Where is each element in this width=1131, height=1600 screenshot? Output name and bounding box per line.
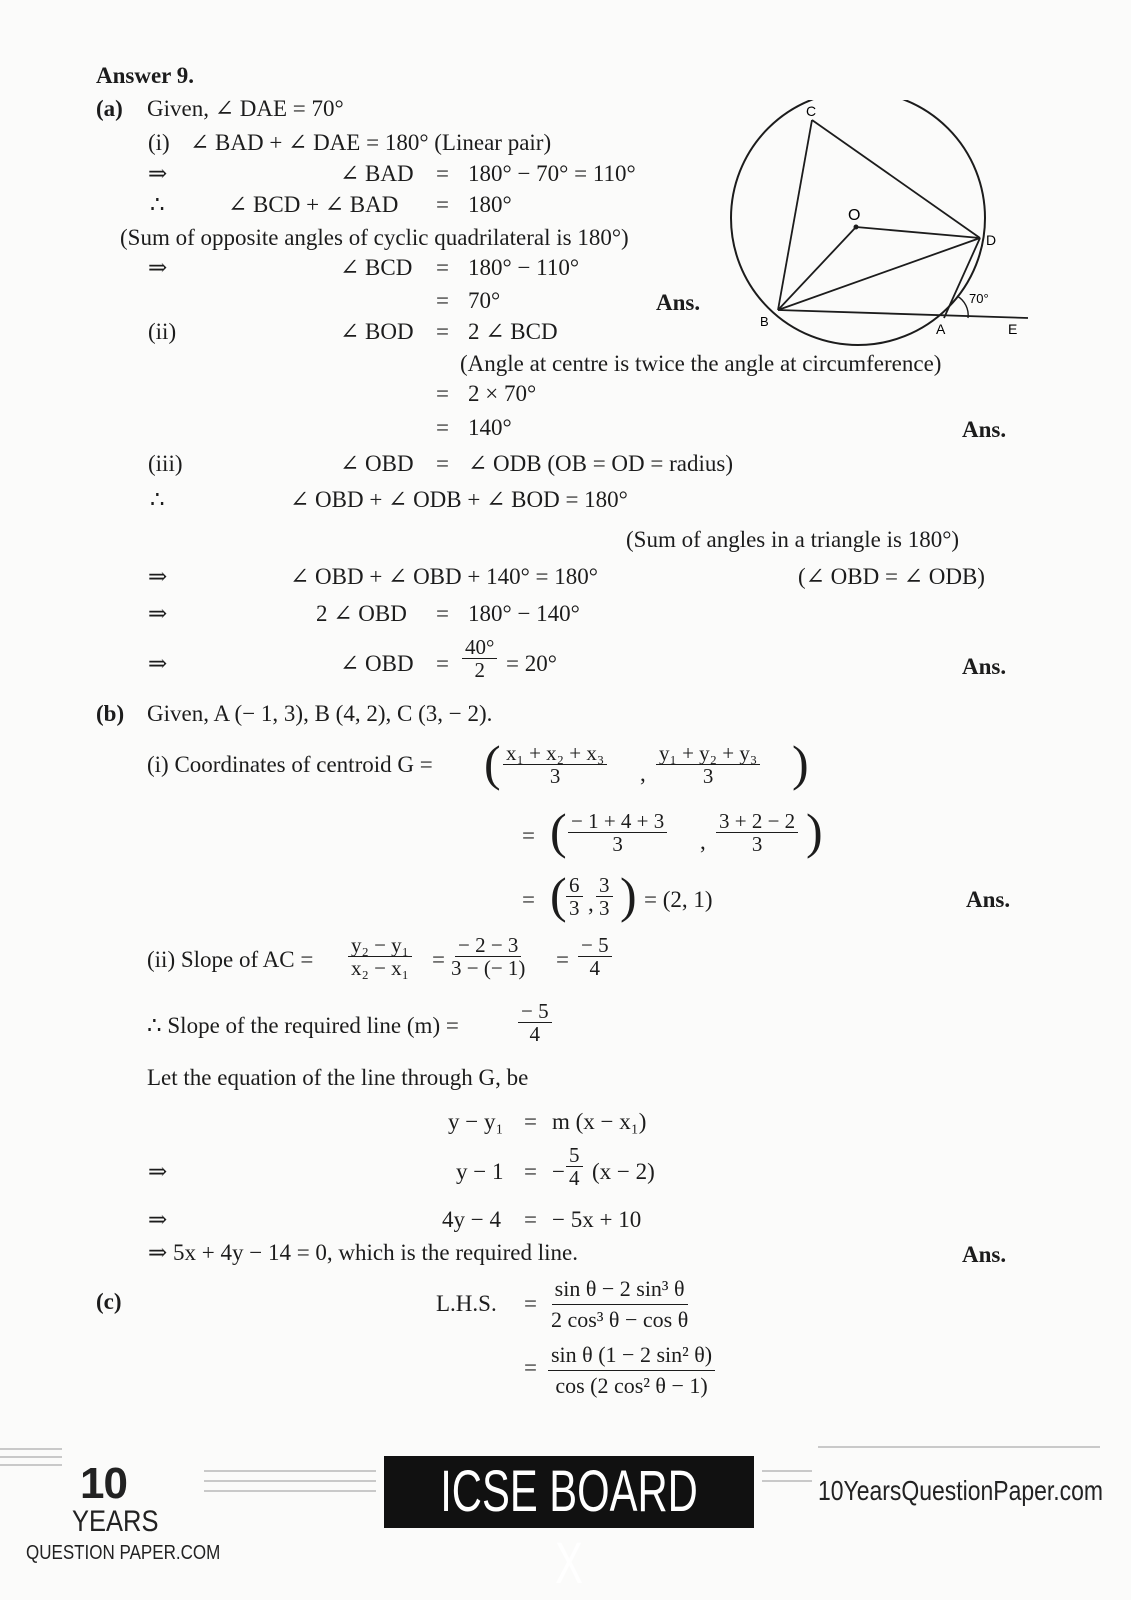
equals-symbol: = [436, 288, 449, 313]
part-a-i-line2-rhs: 180° − 70° = 110° [468, 161, 636, 186]
implies-symbol: ⇒ [148, 564, 168, 589]
part-a-given: Given, ∠ DAE = 70° [147, 96, 344, 121]
part-a-iii-label: (iii) [148, 451, 183, 476]
fraction-numerator: 40° [462, 636, 497, 659]
equals-symbol: = [436, 192, 449, 217]
part-a-i-line1: ∠ BAD + ∠ DAE = 180° (Linear pair) [190, 130, 552, 155]
centre-dot [854, 225, 859, 230]
fraction-40-over-2 [462, 636, 497, 681]
comma: , [640, 761, 646, 786]
line-be [778, 310, 1028, 318]
part-c-label: (c) [96, 1289, 122, 1314]
fraction-numerator: x₁ + x₂ + x₃ [503, 742, 607, 765]
line-bo [778, 227, 856, 310]
ans-label: Ans. [962, 1242, 1007, 1267]
part-a-ii-line3-rhs: 140° [468, 415, 512, 440]
part-a-i-line4-lhs: ∠ BCD [340, 255, 413, 280]
part-a-iii-line1-lhs: ∠ OBD [340, 451, 414, 476]
part-a-i-reason: (Sum of opposite angles of cyclic quadrilateral is 180°) [120, 225, 629, 250]
site-url: 10YearsQuestionPaper.com [818, 1475, 1104, 1506]
line-od [856, 227, 980, 238]
fraction-lhs-factored [548, 1340, 715, 1401]
eq3-lhs: 4y − 4 [442, 1207, 501, 1232]
fraction-numerator: − 1 + 4 + 3 [568, 810, 667, 833]
fraction-numerator: − 5 [578, 934, 612, 957]
part-a-i-line5-rhs: 70° [468, 288, 501, 313]
eq1-rhs: m (x − x₁) [552, 1109, 647, 1134]
comma: , [700, 829, 706, 854]
cyclic-quadrilateral-diagram [728, 100, 1038, 350]
fraction-denominator: 4 [569, 1166, 580, 1190]
fraction-numerator: sin θ − 2 sin³ θ [552, 1274, 688, 1305]
therefore-symbol: ∴ [150, 192, 165, 217]
part-a-iii-line1-rhs: ∠ ODB (OB = OD = radius) [468, 451, 733, 476]
equals-symbol: = [524, 1291, 537, 1316]
footer-rule [204, 1470, 376, 1472]
fraction-5-over-4 [566, 1144, 583, 1189]
equals-symbol: = [524, 1109, 537, 1134]
fraction-denominator: 3 [612, 832, 623, 856]
fraction-slope-formula [348, 934, 412, 979]
footer-rule [0, 1464, 62, 1466]
eq2-rhs: (x − 2) [592, 1159, 655, 1184]
part-a-i-line3-rhs: 180° [468, 192, 512, 217]
fraction-numerator: y₂ − y₁ [348, 934, 412, 957]
eq2-lhs: y − 1 [456, 1159, 504, 1184]
fraction-6-over-3 [566, 874, 583, 919]
part-b-ii-text: (ii) Slope of AC = [147, 947, 314, 972]
label-a: A [936, 321, 946, 337]
fraction-numerator: − 5 [518, 1000, 552, 1023]
fraction-denominator: 3 [569, 896, 580, 920]
fraction-slope-values [448, 934, 528, 979]
ans-label: Ans. [656, 290, 701, 315]
part-b-label: (b) [96, 701, 125, 726]
board-text: ICSE BOARD X [440, 1459, 698, 1596]
footer-rule [818, 1446, 1100, 1448]
fraction-denominator: cos (2 cos² θ − 1) [555, 1373, 708, 1398]
implies-symbol: ⇒ [148, 161, 168, 186]
part-a-iii-result: = 20° [506, 651, 557, 676]
equals-symbol: = [522, 887, 535, 912]
fraction-denominator: 2 [474, 658, 485, 682]
angle-label: 70° [969, 291, 989, 306]
label-b: B [760, 314, 769, 329]
fraction-numerator: 3 [596, 874, 613, 897]
final-line: ⇒ 5x + 4y − 14 = 0, which is the required line. [148, 1240, 578, 1265]
footer-rule [762, 1470, 812, 1472]
board-banner [384, 1456, 754, 1596]
paren-close: ) [620, 867, 637, 923]
equals-symbol: = [432, 947, 445, 972]
part-b-i-text: (i) Coordinates of centroid G = [147, 752, 433, 777]
part-a-label: (a) [96, 96, 123, 121]
fraction-denominator: 3 [751, 832, 763, 856]
fraction-denominator: 3 − (− 1) [451, 956, 526, 980]
equals-symbol: = [522, 823, 535, 848]
fraction-numerator: 5 [566, 1144, 583, 1167]
part-a-iii-line4-lhs: 2 ∠ OBD [316, 601, 407, 626]
fraction-denominator: 2 cos³ θ − cos θ [551, 1307, 689, 1332]
therefore-symbol: ∴ [150, 487, 165, 512]
fraction-denominator: 3 [702, 764, 714, 788]
equals-symbol: = [436, 601, 449, 626]
part-a-iii-reason: (Sum of angles in a triangle is 180°) [626, 527, 960, 552]
ans-label: Ans. [962, 417, 1007, 442]
implies-symbol: ⇒ [148, 651, 168, 676]
fraction-m [518, 1000, 552, 1045]
equals-symbol: = [524, 1207, 537, 1232]
part-a-i-line3-lhs: ∠ BCD + ∠ BAD [228, 192, 399, 217]
centroid-result: = (2, 1) [644, 887, 713, 912]
line-cb [778, 120, 812, 310]
fraction-slope-result [578, 934, 612, 979]
equals-symbol: = [524, 1159, 537, 1184]
equals-symbol: = [436, 255, 449, 280]
fraction-y-values [716, 810, 798, 855]
part-a-iii-line4-rhs: 180° − 140° [468, 601, 580, 626]
part-a-ii-label: (ii) [148, 319, 177, 344]
paren-open: ( [550, 867, 567, 923]
part-a-ii-line2-rhs: 2 × 70° [468, 381, 537, 406]
part-a-i-label: (i) [148, 130, 170, 155]
fraction-denominator: 4 [589, 956, 601, 980]
line-bd [778, 238, 980, 310]
part-a-ii-reason: (Angle at centre is twice the angle at circumference) [460, 351, 942, 376]
label-o: O [848, 207, 861, 224]
part-b-given: Given, A (− 1, 3), B (4, 2), C (3, − 2). [147, 701, 493, 726]
part-a-iii-line2: ∠ OBD + ∠ ODB + ∠ BOD = 180° [290, 487, 628, 512]
fraction-numerator: 3 + 2 − 2 [716, 810, 798, 833]
line-cd [812, 120, 980, 238]
paren-open: ( [484, 735, 501, 791]
fraction-x-values [568, 810, 667, 855]
paren-close: ) [806, 803, 823, 859]
footer-rule [762, 1480, 812, 1482]
fraction-denominator: 3 [549, 764, 561, 788]
part-a-iii-line3-note: (∠ OBD = ∠ ODB) [798, 564, 985, 589]
logo-years: YEARS [72, 1505, 159, 1538]
fraction-numerator: sin θ (1 − 2 sin² θ) [548, 1340, 715, 1371]
eq2-minus: − [552, 1159, 565, 1184]
angle-arc [957, 296, 968, 318]
label-d: D [986, 232, 997, 248]
implies-symbol: ⇒ [148, 255, 168, 280]
eq3-rhs: − 5x + 10 [552, 1207, 642, 1232]
part-a-i-line2-lhs: ∠ BAD [340, 161, 414, 186]
part-a-iii-line3: ∠ OBD + ∠ OBD + 140° = 180° [290, 564, 598, 589]
fraction-numerator: y₁ + y₂ + y₃ [656, 742, 760, 765]
part-a-i-line4-rhs: 180° − 110° [468, 255, 580, 280]
answer-heading: Answer 9. [96, 63, 194, 88]
let-equation-text: Let the equation of the line through G, be [147, 1065, 529, 1090]
footer-rule [0, 1448, 62, 1450]
equals-symbol: = [436, 451, 449, 476]
label-e: E [1008, 321, 1018, 337]
implies-symbol: ⇒ [148, 1159, 168, 1184]
equals-symbol: = [524, 1355, 537, 1380]
equals-symbol: = [436, 381, 449, 406]
part-a-ii-line1-rhs: 2 ∠ BCD [468, 319, 558, 344]
logo-number: 10 [80, 1459, 127, 1508]
fraction-denominator: 3 [599, 896, 610, 920]
eq1-lhs: y − y₁ [448, 1109, 504, 1134]
ans-label: Ans. [966, 887, 1011, 912]
part-a-ii-line1-lhs: ∠ BOD [340, 319, 414, 344]
equals-symbol: = [436, 415, 449, 440]
equals-symbol: = [436, 651, 449, 676]
equals-symbol: = [436, 161, 449, 186]
comma: , [588, 891, 594, 916]
fraction-3-over-3 [596, 874, 613, 919]
part-a-iii-line5-lhs: ∠ OBD [340, 651, 414, 676]
paren-close: ) [792, 735, 809, 791]
fraction-y-sum [656, 742, 760, 787]
label-c: C [806, 103, 817, 119]
lhs-label: L.H.S. [436, 1291, 497, 1316]
implies-symbol: ⇒ [148, 1207, 168, 1232]
required-slope-text: ∴ Slope of the required line (m) = [147, 1013, 459, 1038]
fraction-denominator: x₂ − x₁ [351, 956, 409, 980]
fraction-denominator: 4 [529, 1022, 541, 1046]
line-da [944, 238, 980, 318]
fraction-lhs [548, 1274, 691, 1335]
fraction-x-sum [503, 742, 607, 787]
footer-rule [204, 1480, 376, 1482]
implies-symbol: ⇒ [148, 601, 168, 626]
footer-rule [0, 1456, 62, 1458]
fraction-numerator: 6 [566, 874, 583, 897]
fraction-numerator: − 2 − 3 [455, 934, 521, 957]
equals-symbol: = [436, 319, 449, 344]
footer-rule [204, 1490, 376, 1492]
ans-label: Ans. [962, 654, 1007, 679]
logo-subtitle: QUESTION PAPER.COM [26, 1542, 221, 1564]
paren-open: ( [550, 803, 567, 859]
equals-symbol: = [556, 947, 569, 972]
